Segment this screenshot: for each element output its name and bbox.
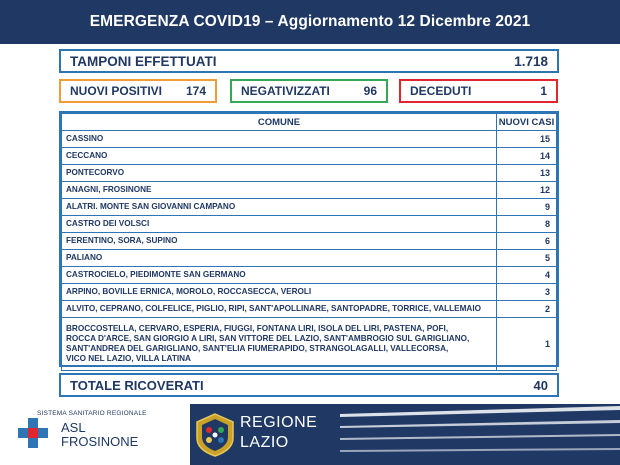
regione-lazio-footer <box>190 404 620 465</box>
table-row <box>62 148 557 165</box>
casi-cell: 1 <box>497 318 557 371</box>
decorative-stripes-icon <box>340 404 620 465</box>
region-line1: REGIONE <box>240 414 318 431</box>
comune-cell: ANAGNI, FROSINONE <box>62 182 497 199</box>
casi-cell: 13 <box>497 165 557 182</box>
ssr-label: SISTEMA SANITARIO REGIONALE <box>37 410 147 417</box>
comune-cell: ALATRI. MONTE SAN GIOVANNI CAMPANO <box>62 199 497 216</box>
totale-ricoverati-value: 40 <box>533 377 548 393</box>
header-nuovi-casi: NUOVI CASI <box>497 114 557 131</box>
casi-cell: 5 <box>497 250 557 267</box>
nuovi-positivi-label: NUOVI POSITIVI <box>70 84 163 98</box>
table-row <box>62 267 557 284</box>
nuovi-positivi-box <box>59 79 217 103</box>
totale-ricoverati-label: TOTALE RICOVERATI <box>70 377 204 393</box>
comuni-table-container <box>59 111 559 367</box>
casi-cell: 14 <box>497 148 557 165</box>
negativizzati-value: 96 <box>363 84 377 98</box>
asl-line2: FROSINONE <box>61 434 139 449</box>
regione-lazio-emblem-icon <box>195 412 235 458</box>
comuni-table <box>61 113 557 371</box>
comune-cell: ARPINO, BOVILLE ERNICA, MOROLO, ROCCASECCA, VEROLI <box>62 284 497 301</box>
comune-cell: CASTRO DEI VOLSCI <box>62 216 497 233</box>
casi-cell: 9 <box>497 199 557 216</box>
comune-cell: PALIANO <box>62 250 497 267</box>
comune-line: SANT'ANDREA DEL GARIGLIANO, SANT'ELIA FIUMERAPIDO, STRANGOLAGALLI, VALLECORSA, <box>66 344 449 353</box>
casi-cell: 12 <box>497 182 557 199</box>
deceduti-box <box>399 79 558 103</box>
casi-cell: 2 <box>497 301 557 318</box>
region-name <box>240 413 317 453</box>
table-row <box>62 284 557 301</box>
casi-cell: 15 <box>497 131 557 148</box>
deceduti-label: DECEDUTI <box>410 84 472 98</box>
comune-cell: CECCANO <box>62 148 497 165</box>
comune-cell: FERENTINO, SORA, SUPINO <box>62 233 497 250</box>
table-row <box>62 301 557 318</box>
table-row <box>62 165 557 182</box>
table-header-row <box>62 114 557 131</box>
negativizzati-label: NEGATIVIZZATI <box>241 84 330 98</box>
table-row <box>62 216 557 233</box>
totale-ricoverati-box <box>59 373 559 397</box>
page-title: EMERGENZA COVID19 – Aggiornamento 12 Dicembre 2021 <box>89 13 531 30</box>
table-row <box>62 131 557 148</box>
comune-line: VICO NEL LAZIO, VILLA LATINA <box>66 354 191 363</box>
casi-cell: 8 <box>497 216 557 233</box>
medical-cross-logo-icon <box>18 418 48 448</box>
table-row <box>62 318 557 371</box>
comune-line: BROCCOSTELLA, CERVARO, ESPERIA, FIUGGI, FONTANA LIRI, ISOLA DEL LIRI, PASTENA, POFI, <box>66 324 449 333</box>
nuovi-positivi-value: 174 <box>185 84 206 98</box>
asl-name <box>61 421 138 449</box>
comune-cell <box>62 318 497 371</box>
table-row <box>62 199 557 216</box>
asl-footer <box>0 400 190 465</box>
comune-cell: CASSINO <box>62 131 497 148</box>
page-header <box>0 0 620 44</box>
header-comune: COMUNE <box>62 114 497 131</box>
region-line2: LAZIO <box>240 434 289 451</box>
deceduti-value: 1 <box>540 84 547 98</box>
table-row <box>62 182 557 199</box>
comune-line: ROCCA D'ARCE, SAN GIORGIO A LIRI, SAN VITTORE DEL LAZIO, SANT'AMBROGIO SUL GARIGLIANO, <box>66 334 470 343</box>
tamponi-value: 1.718 <box>514 53 548 69</box>
comune-cell: ALVITO, CEPRANO, COLFELICE, PIGLIO, RIPI, SANT'APOLLINARE, SANTOPADRE, TORRICE, VALLEMAIO <box>62 301 497 318</box>
table-row <box>62 250 557 267</box>
table-row <box>62 233 557 250</box>
comune-cell: CASTROCIELO, PIEDIMONTE SAN GERMANO <box>62 267 497 284</box>
casi-cell: 3 <box>497 284 557 301</box>
tamponi-label: TAMPONI EFFETTUATI <box>70 53 217 69</box>
negativizzati-box <box>230 79 388 103</box>
tamponi-box <box>59 49 559 73</box>
asl-line1: ASL <box>61 420 86 435</box>
comune-cell: PONTECORVO <box>62 165 497 182</box>
casi-cell: 6 <box>497 233 557 250</box>
casi-cell: 4 <box>497 267 557 284</box>
